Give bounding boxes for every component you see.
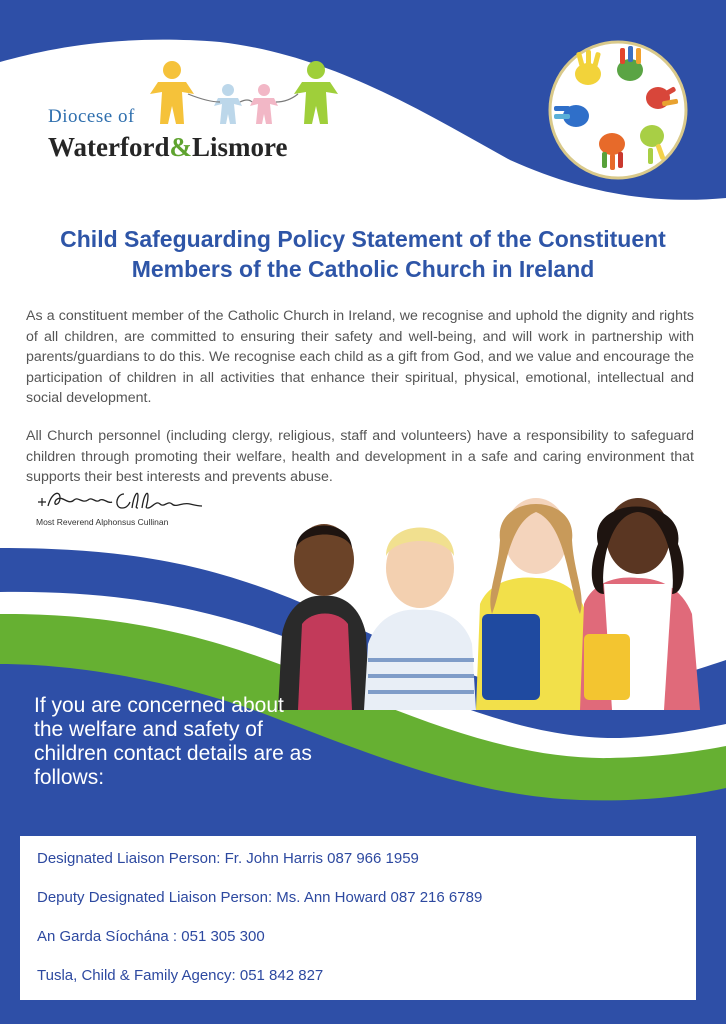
- child-figure: [364, 528, 476, 711]
- logo-line-diocese-of: Diocese of: [48, 106, 135, 127]
- logo-name-waterford: Waterford: [48, 132, 170, 162]
- contact-deputy-liaison: Deputy Designated Liaison Person: Ms. Ann Howard 087 216 6789: [37, 889, 483, 906]
- signatory-name: Most Reverend Alphonsus Cullinan: [36, 517, 169, 527]
- painted-hands-emblem: [548, 40, 688, 180]
- contact-details-box: [20, 836, 696, 1000]
- child-figure: [278, 524, 370, 710]
- children-photo: [268, 484, 712, 710]
- hand-icon: [599, 133, 625, 170]
- contact-garda: An Garda Síochána : 051 305 300: [37, 928, 265, 945]
- policy-paragraph-2: All Church personnel (including clergy, religious, staff and volunteers) have a responsibility to safeguard children through promoting their welfare, health and development in a safe and caring environment that supports their best interests and prevents abuse.: [26, 428, 694, 485]
- policy-paragraph-1: As a constituent member of the Catholic Church in Ireland, we recognise and uphold the dignity and rights of all children, are committed to ensuring their safety and well-being, and will work in partnership with parents/guardians to do this. We recognise each child as a gift from God, and we value and encourage the participation of children in all activities that enhance their spiritual, physical, emotional, intellectual and social development.: [26, 308, 694, 406]
- hand-icon: [575, 50, 601, 85]
- logo-name-lismore: Lismore: [191, 132, 288, 162]
- logo-diocese-name: [48, 132, 287, 163]
- handwritten-signature: [34, 484, 204, 514]
- hand-icon: [617, 46, 643, 81]
- page-title: Child Safeguarding Policy Statement of the Constituent Members of the Catholic Church in Ireland: [60, 226, 666, 282]
- contact-designated-liaison: Designated Liaison Person: Fr. John Harris 087 966 1959: [37, 850, 419, 867]
- family-figures-icon: [148, 58, 338, 128]
- contact-tusla: Tusla, Child & Family Agency: 051 842 827: [37, 967, 324, 984]
- diocese-logo: [40, 58, 340, 168]
- logo-ampersand: &: [169, 132, 192, 162]
- concern-heading: If you are concerned about the welfare and safety of children contact details are as follows:: [34, 694, 312, 789]
- child-figure: [476, 498, 590, 710]
- child-figure: [580, 498, 700, 710]
